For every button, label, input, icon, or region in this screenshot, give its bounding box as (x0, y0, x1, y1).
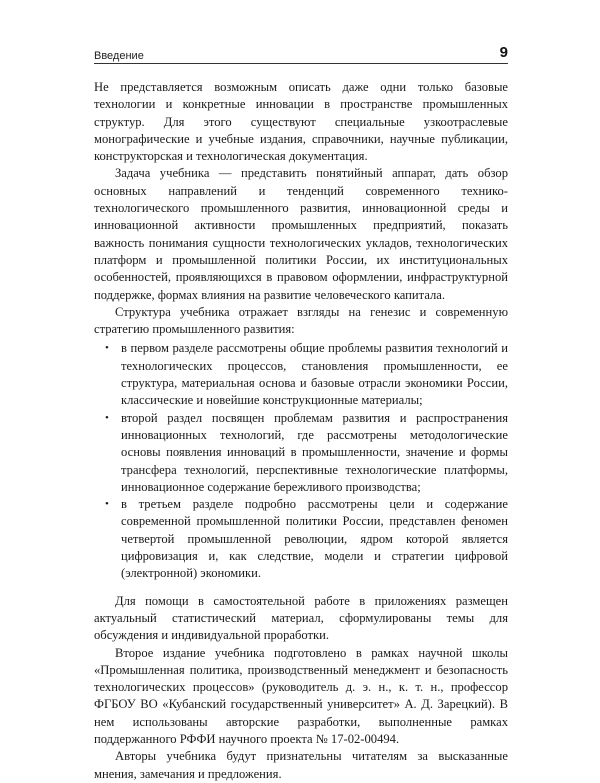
paragraph-5: Второе издание учебника подготовлено в рамках научной школы «Промышленная политика, производственный менеджмент и безопасность технологических процессов» (руководитель д. э. н., к. т. н., профессор ФГБОУ ВО «Кубанский государственный университет» А. Д. Зарецкий). В нем использованы авторские разработки, выполненные рамках поддержанного РФФИ научного проекта № 17-02-00494. (94, 645, 508, 746)
list-item-text: в третьем разделе подробно рассмотрены цели и содержание современной промышленной политики России, представлен феномен четвертой промышленной революции, ядром которой является цифровизация и, как следствие, модели и стратегии цифровой (электронной) экономики. (121, 497, 508, 581)
list-item (94, 496, 508, 582)
list-item (94, 410, 508, 496)
body-text (94, 79, 508, 783)
bullet-icon: • (105, 342, 109, 355)
bullet-icon: • (105, 498, 109, 511)
paragraph-2: Задача учебника — представить понятийный аппарат, дать обзор основных направлений и тенденций современного технико-технологического промышленного развития, инновационной среды и инновационной активности промышленных предприятий, показать важность понимания сущности технологических укладов, технологических платформ и промышленной политики России, их институциональных особенностей, проявляющихся в правовом оформлении, инфраструктурной поддержке, формах влияния на развитие человеческого капитала. (94, 166, 508, 302)
paragraph-4: Для помощи в самостоятельной работе в приложениях размещен актуальный статистический материал, сформулированы темы для обсуждения и индивидуальной проработки. (94, 593, 508, 643)
header-rule (94, 63, 508, 64)
paragraph-1: Не представляется возможным описать даже одни только базовые технологии и конкретные инновации в пространстве промышленных структур. Для этого существуют специальные узкоотраслевые монографические и учебные издания, справочники, научные публикации, конструкторская и технологическая документация. (94, 80, 508, 164)
page-number: 9 (499, 44, 508, 61)
list-item-text: второй раздел посвящен проблемам развития и распространения инновационных технологий, где рассмотрены методологические основы появления инноваций в промышленности, значение и формы трансфера технологий, перспективные технологические платформы, инновационное содержание бережливого производства; (121, 410, 508, 494)
list-item (94, 340, 508, 409)
paragraph-3: Структура учебника отражает взгляды на генезис и современную стратегию промышленного развития: (94, 304, 508, 337)
list-item-text: в первом разделе рассмотрены общие проблемы развития технологий и технологических процессов, становления промышленности, ее структура, материальная основа и базовые отрасли экономики России, классические и новейшие конструкционные материалы; (121, 341, 508, 408)
paragraph-6: Авторы учебника будут признательны читателям за высказанные мнения, замечания и предложения. (94, 749, 508, 781)
bullet-icon: • (105, 411, 109, 424)
section-title: Введение (94, 50, 144, 62)
bullet-list (94, 340, 508, 582)
running-header (94, 44, 508, 64)
